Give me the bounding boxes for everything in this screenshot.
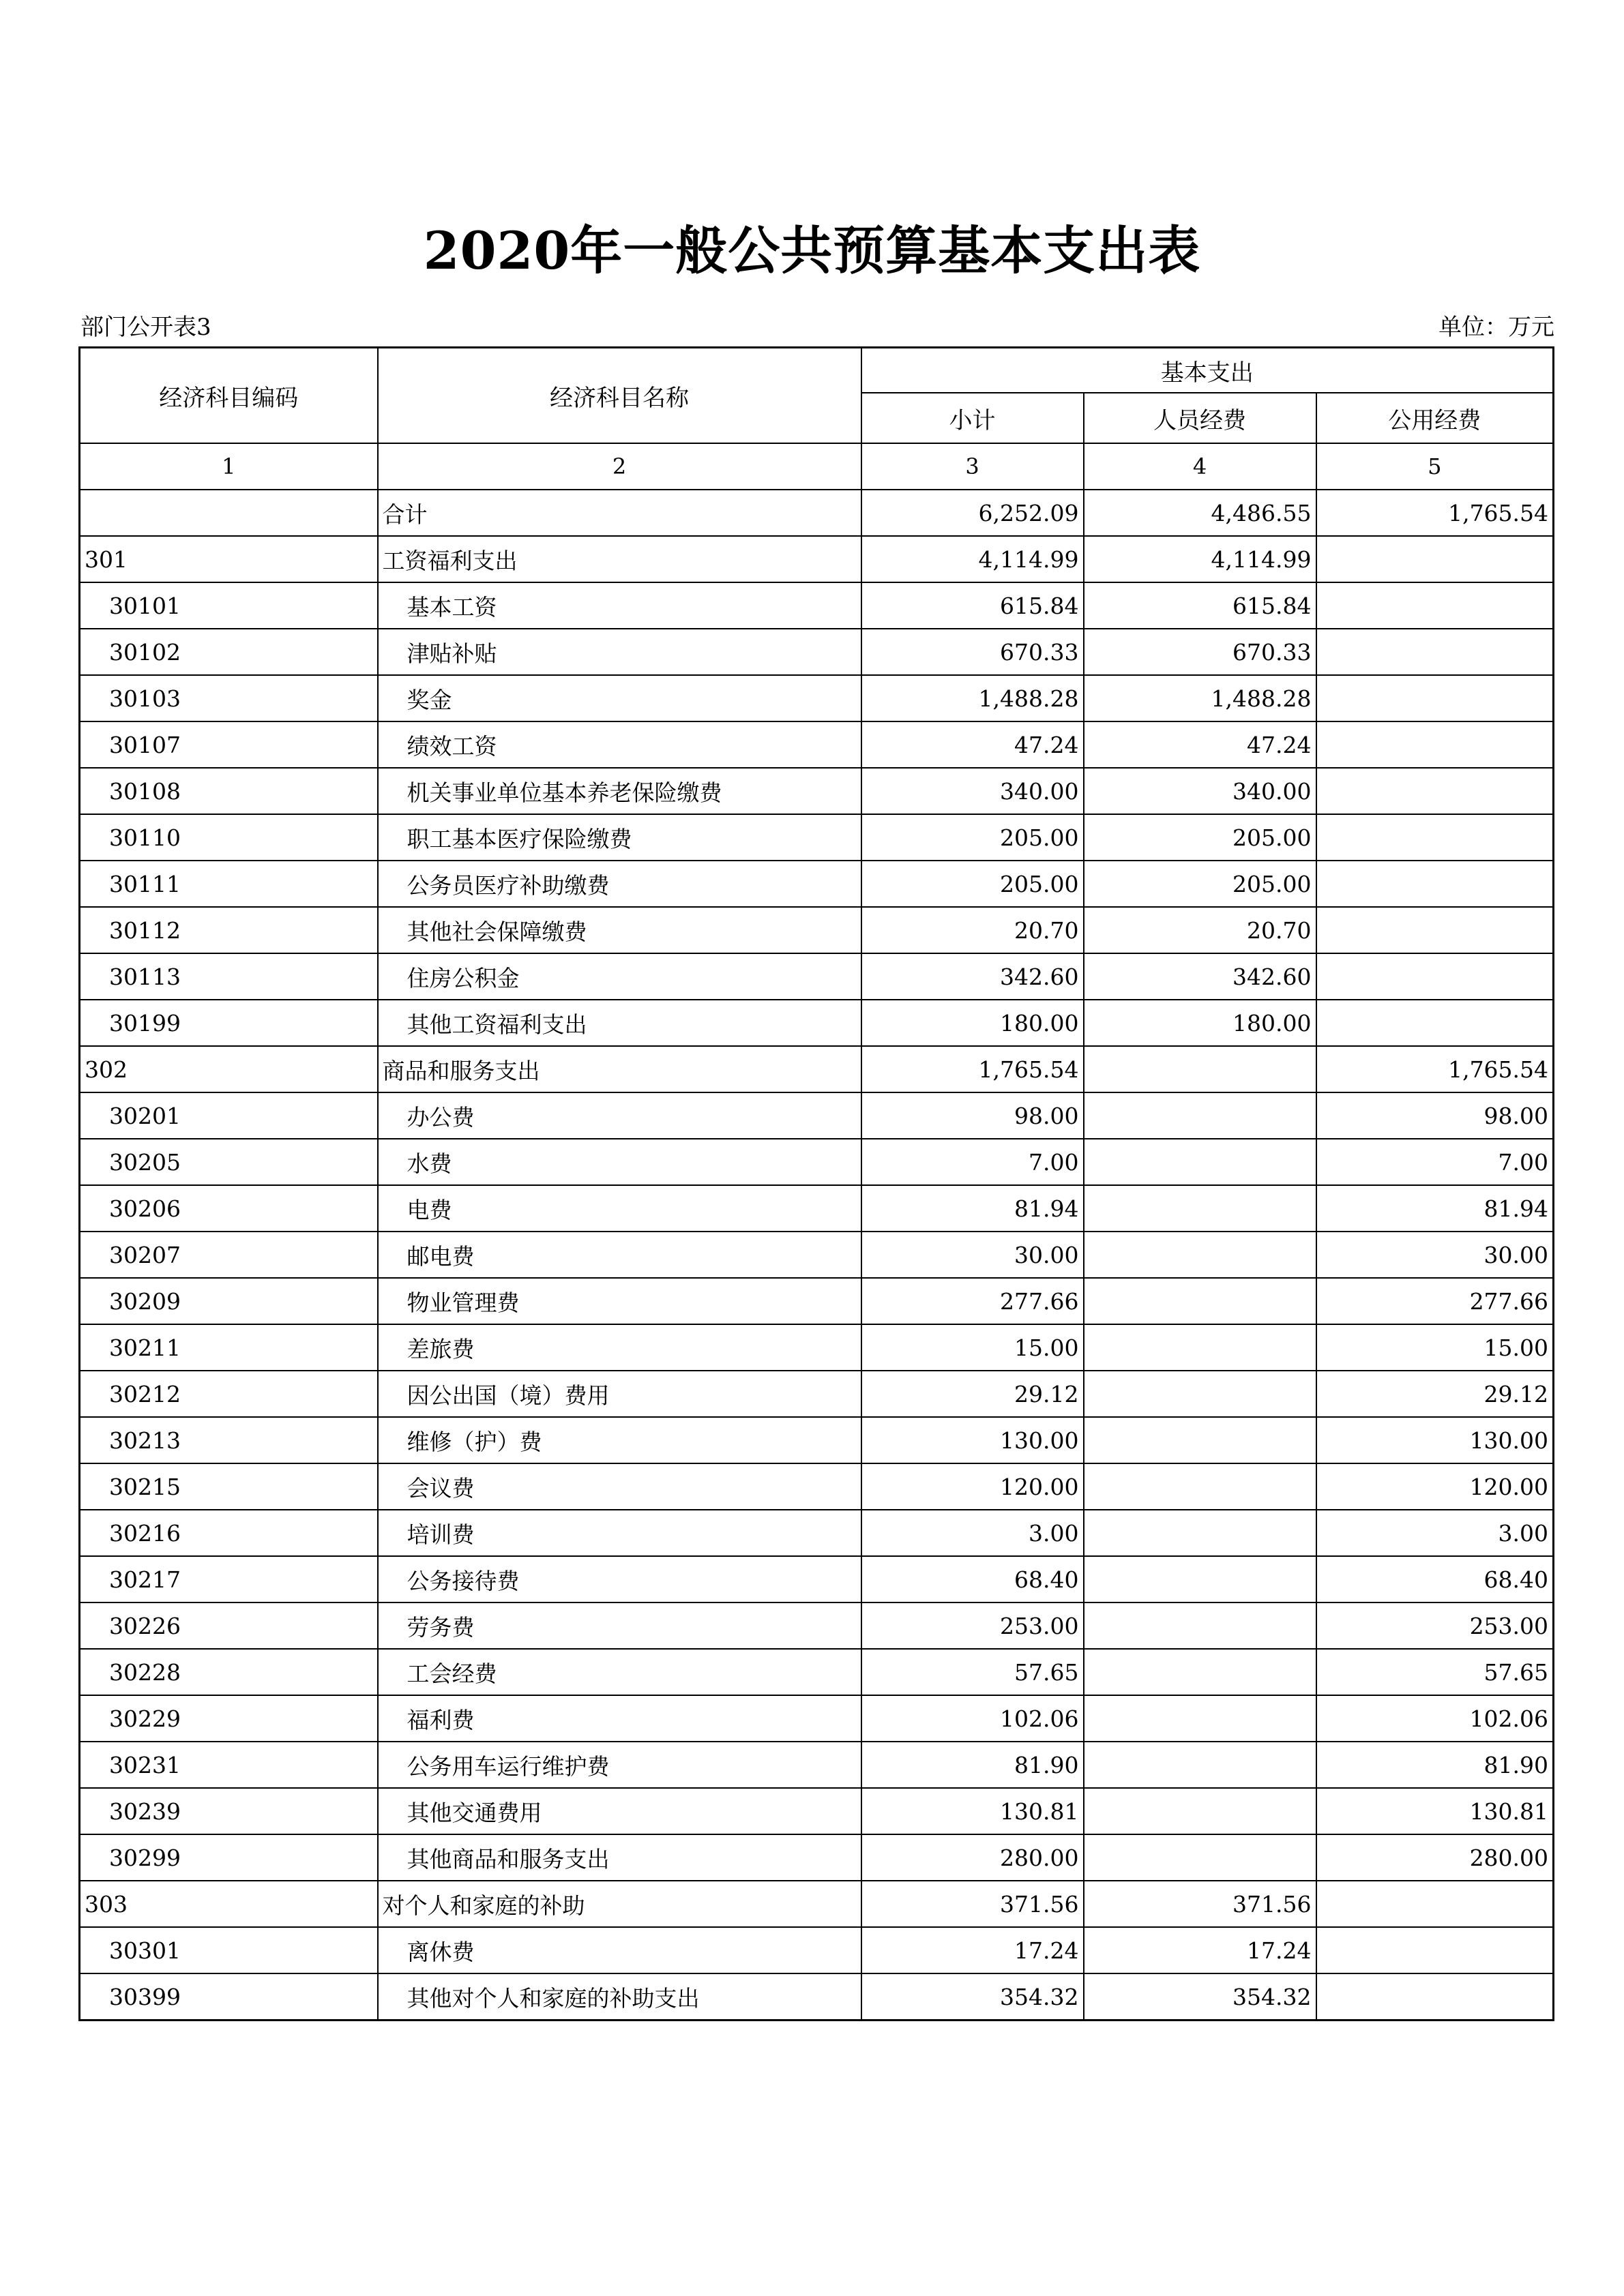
table-label: 部门公开表3	[80, 314, 211, 341]
table-row	[80, 1602, 1554, 1649]
row-subtotal: 280.00	[861, 1834, 1084, 1881]
row-name: 对个人和家庭的补助	[378, 1881, 861, 1927]
column-number: 4	[1084, 443, 1316, 490]
column-number: 2	[378, 443, 861, 490]
page-title: 2020年一般公共预算基本支出表	[423, 220, 1201, 281]
table-row	[80, 1092, 1554, 1139]
row-name: 因公出国（境）费用	[378, 1371, 861, 1417]
row-code: 30301	[80, 1927, 378, 1973]
row-code: 30207	[80, 1232, 378, 1278]
row-public	[1316, 721, 1554, 768]
row-public	[1316, 768, 1554, 814]
row-personnel	[1084, 1371, 1316, 1417]
table-row	[80, 721, 1554, 768]
row-public: 280.00	[1316, 1834, 1554, 1881]
table-row	[80, 675, 1554, 721]
row-subtotal: 615.84	[861, 582, 1084, 629]
row-name: 离休费	[378, 1927, 861, 1973]
table-row	[80, 1139, 1554, 1185]
row-name: 其他商品和服务支出	[378, 1834, 861, 1881]
row-subtotal: 371.56	[861, 1881, 1084, 1927]
header-name: 经济科目名称	[378, 348, 861, 444]
row-personnel: 20.70	[1084, 907, 1316, 953]
row-code: 30111	[80, 861, 378, 907]
row-code: 30206	[80, 1185, 378, 1232]
row-public	[1316, 953, 1554, 1000]
row-public: 130.00	[1316, 1417, 1554, 1463]
row-name: 维修（护）费	[378, 1417, 861, 1463]
row-personnel	[1084, 1278, 1316, 1324]
row-public: 30.00	[1316, 1232, 1554, 1278]
row-name: 劳务费	[378, 1602, 861, 1649]
row-personnel	[1084, 1510, 1316, 1556]
table-body	[80, 490, 1554, 2021]
row-personnel: 342.60	[1084, 953, 1316, 1000]
row-code: 30299	[80, 1834, 378, 1881]
row-public: 81.94	[1316, 1185, 1554, 1232]
row-subtotal: 15.00	[861, 1324, 1084, 1371]
row-code: 30209	[80, 1278, 378, 1324]
row-code: 30229	[80, 1695, 378, 1742]
table-row	[80, 907, 1554, 953]
row-public	[1316, 1881, 1554, 1927]
row-subtotal: 29.12	[861, 1371, 1084, 1417]
row-code: 30216	[80, 1510, 378, 1556]
row-code: 303	[80, 1881, 378, 1927]
row-name: 办公费	[378, 1092, 861, 1139]
table-row	[80, 1046, 1554, 1092]
row-name: 奖金	[378, 675, 861, 721]
row-name: 职工基本医疗保险缴费	[378, 814, 861, 861]
row-name: 会议费	[378, 1463, 861, 1510]
table-row	[80, 1324, 1554, 1371]
table-row	[80, 1463, 1554, 1510]
row-public	[1316, 861, 1554, 907]
table-row	[80, 953, 1554, 1000]
row-personnel: 205.00	[1084, 814, 1316, 861]
row-subtotal: 98.00	[861, 1092, 1084, 1139]
row-personnel	[1084, 1602, 1316, 1649]
row-personnel	[1084, 1185, 1316, 1232]
row-public: 57.65	[1316, 1649, 1554, 1695]
row-subtotal: 81.90	[861, 1742, 1084, 1788]
row-code: 30110	[80, 814, 378, 861]
header-public: 公用经费	[1316, 393, 1554, 443]
row-public: 130.81	[1316, 1788, 1554, 1834]
row-public: 29.12	[1316, 1371, 1554, 1417]
row-subtotal: 6,252.09	[861, 490, 1084, 536]
column-number: 3	[861, 443, 1084, 490]
table-row	[80, 1000, 1554, 1046]
row-name: 津贴补贴	[378, 629, 861, 675]
table-row	[80, 1232, 1554, 1278]
row-personnel	[1084, 1232, 1316, 1278]
row-public: 81.90	[1316, 1742, 1554, 1788]
budget-table	[78, 346, 1554, 2021]
header-subtotal: 小计	[861, 393, 1084, 443]
row-subtotal: 81.94	[861, 1185, 1084, 1232]
row-personnel	[1084, 1742, 1316, 1788]
header-basic-expenditure: 基本支出	[861, 348, 1554, 393]
table-row	[80, 1927, 1554, 1973]
row-personnel: 354.32	[1084, 1973, 1316, 2021]
row-code: 30102	[80, 629, 378, 675]
row-public	[1316, 907, 1554, 953]
row-subtotal: 253.00	[861, 1602, 1084, 1649]
row-subtotal: 1,488.28	[861, 675, 1084, 721]
row-subtotal: 180.00	[861, 1000, 1084, 1046]
row-name: 绩效工资	[378, 721, 861, 768]
row-name: 公务员医疗补助缴费	[378, 861, 861, 907]
row-personnel: 47.24	[1084, 721, 1316, 768]
row-code: 30112	[80, 907, 378, 953]
table-row	[80, 861, 1554, 907]
row-personnel	[1084, 1834, 1316, 1881]
row-subtotal: 205.00	[861, 814, 1084, 861]
row-public: 98.00	[1316, 1092, 1554, 1139]
row-subtotal: 354.32	[861, 1973, 1084, 2021]
row-code: 302	[80, 1046, 378, 1092]
column-number: 5	[1316, 443, 1554, 490]
row-code: 30113	[80, 953, 378, 1000]
table-row	[80, 1417, 1554, 1463]
table-row	[80, 629, 1554, 675]
row-subtotal: 340.00	[861, 768, 1084, 814]
row-subtotal: 130.81	[861, 1788, 1084, 1834]
row-subtotal: 670.33	[861, 629, 1084, 675]
row-code: 30239	[80, 1788, 378, 1834]
row-subtotal: 102.06	[861, 1695, 1084, 1742]
row-public	[1316, 536, 1554, 582]
row-subtotal: 7.00	[861, 1139, 1084, 1185]
row-name: 其他社会保障缴费	[378, 907, 861, 953]
row-personnel	[1084, 1463, 1316, 1510]
row-public: 120.00	[1316, 1463, 1554, 1510]
row-code: 30211	[80, 1324, 378, 1371]
row-name: 水费	[378, 1139, 861, 1185]
row-name: 其他工资福利支出	[378, 1000, 861, 1046]
row-personnel: 180.00	[1084, 1000, 1316, 1046]
row-code: 30199	[80, 1000, 378, 1046]
row-public	[1316, 814, 1554, 861]
row-personnel	[1084, 1788, 1316, 1834]
row-public	[1316, 1973, 1554, 2021]
table-row	[80, 1742, 1554, 1788]
row-code: 30201	[80, 1092, 378, 1139]
row-code: 30217	[80, 1556, 378, 1602]
row-code: 30212	[80, 1371, 378, 1417]
header-personnel: 人员经费	[1084, 393, 1316, 443]
header-code: 经济科目编码	[80, 348, 378, 444]
row-code: 30231	[80, 1742, 378, 1788]
column-number: 1	[80, 443, 378, 490]
row-public	[1316, 582, 1554, 629]
row-public	[1316, 629, 1554, 675]
table-row	[80, 814, 1554, 861]
row-public: 253.00	[1316, 1602, 1554, 1649]
row-public: 3.00	[1316, 1510, 1554, 1556]
row-name: 合计	[378, 490, 861, 536]
row-name: 工会经费	[378, 1649, 861, 1695]
row-code: 301	[80, 536, 378, 582]
row-public	[1316, 675, 1554, 721]
row-subtotal: 120.00	[861, 1463, 1084, 1510]
row-name: 工资福利支出	[378, 536, 861, 582]
row-subtotal: 342.60	[861, 953, 1084, 1000]
row-personnel: 205.00	[1084, 861, 1316, 907]
row-personnel: 17.24	[1084, 1927, 1316, 1973]
row-subtotal: 30.00	[861, 1232, 1084, 1278]
row-public: 7.00	[1316, 1139, 1554, 1185]
row-personnel: 371.56	[1084, 1881, 1316, 1927]
row-personnel	[1084, 1556, 1316, 1602]
row-code: 30226	[80, 1602, 378, 1649]
table-row	[80, 1185, 1554, 1232]
row-code: 30101	[80, 582, 378, 629]
row-subtotal: 57.65	[861, 1649, 1084, 1695]
row-name: 物业管理费	[378, 1278, 861, 1324]
row-name: 机关事业单位基本养老保险缴费	[378, 768, 861, 814]
row-personnel	[1084, 1695, 1316, 1742]
row-code: 30108	[80, 768, 378, 814]
row-subtotal: 277.66	[861, 1278, 1084, 1324]
row-public: 277.66	[1316, 1278, 1554, 1324]
row-name: 公务用车运行维护费	[378, 1742, 861, 1788]
row-name: 基本工资	[378, 582, 861, 629]
table-row	[80, 1371, 1554, 1417]
row-subtotal: 205.00	[861, 861, 1084, 907]
table-row	[80, 1556, 1554, 1602]
row-name: 电费	[378, 1185, 861, 1232]
row-public: 1,765.54	[1316, 1046, 1554, 1092]
table-row	[80, 1881, 1554, 1927]
row-personnel: 340.00	[1084, 768, 1316, 814]
row-subtotal: 20.70	[861, 907, 1084, 953]
row-personnel	[1084, 1046, 1316, 1092]
row-name: 公务接待费	[378, 1556, 861, 1602]
row-subtotal: 3.00	[861, 1510, 1084, 1556]
row-code	[80, 490, 378, 536]
row-public: 15.00	[1316, 1324, 1554, 1371]
unit-label: 单位：万元	[1438, 314, 1554, 341]
row-personnel: 1,488.28	[1084, 675, 1316, 721]
table-row	[80, 1510, 1554, 1556]
row-code: 30103	[80, 675, 378, 721]
row-name: 住房公积金	[378, 953, 861, 1000]
row-code: 30399	[80, 1973, 378, 2021]
row-code: 30213	[80, 1417, 378, 1463]
table-row	[80, 582, 1554, 629]
row-personnel	[1084, 1649, 1316, 1695]
row-name: 其他交通费用	[378, 1788, 861, 1834]
row-personnel: 670.33	[1084, 629, 1316, 675]
table-row	[80, 536, 1554, 582]
table-row	[80, 1973, 1554, 2021]
row-name: 培训费	[378, 1510, 861, 1556]
row-name: 差旅费	[378, 1324, 861, 1371]
row-personnel: 615.84	[1084, 582, 1316, 629]
table-row	[80, 1834, 1554, 1881]
row-personnel	[1084, 1417, 1316, 1463]
row-personnel	[1084, 1324, 1316, 1371]
row-personnel	[1084, 1092, 1316, 1139]
row-personnel	[1084, 1139, 1316, 1185]
row-public: 1,765.54	[1316, 490, 1554, 536]
table-row	[80, 1278, 1554, 1324]
row-code: 30205	[80, 1139, 378, 1185]
row-name: 商品和服务支出	[378, 1046, 861, 1092]
row-code: 30228	[80, 1649, 378, 1695]
row-personnel: 4,114.99	[1084, 536, 1316, 582]
row-name: 邮电费	[378, 1232, 861, 1278]
row-subtotal: 1,765.54	[861, 1046, 1084, 1092]
row-subtotal: 68.40	[861, 1556, 1084, 1602]
row-code: 30215	[80, 1463, 378, 1510]
table-row	[80, 1695, 1554, 1742]
row-public	[1316, 1000, 1554, 1046]
row-public: 102.06	[1316, 1695, 1554, 1742]
row-subtotal: 47.24	[861, 721, 1084, 768]
row-code: 30107	[80, 721, 378, 768]
row-personnel: 4,486.55	[1084, 490, 1316, 536]
row-subtotal: 17.24	[861, 1927, 1084, 1973]
row-public: 68.40	[1316, 1556, 1554, 1602]
table-row	[80, 1649, 1554, 1695]
row-subtotal: 130.00	[861, 1417, 1084, 1463]
row-name: 其他对个人和家庭的补助支出	[378, 1973, 861, 2021]
table-row	[80, 768, 1554, 814]
row-public	[1316, 1927, 1554, 1973]
row-name: 福利费	[378, 1695, 861, 1742]
row-subtotal: 4,114.99	[861, 536, 1084, 582]
table-row	[80, 490, 1554, 536]
table-row	[80, 1788, 1554, 1834]
